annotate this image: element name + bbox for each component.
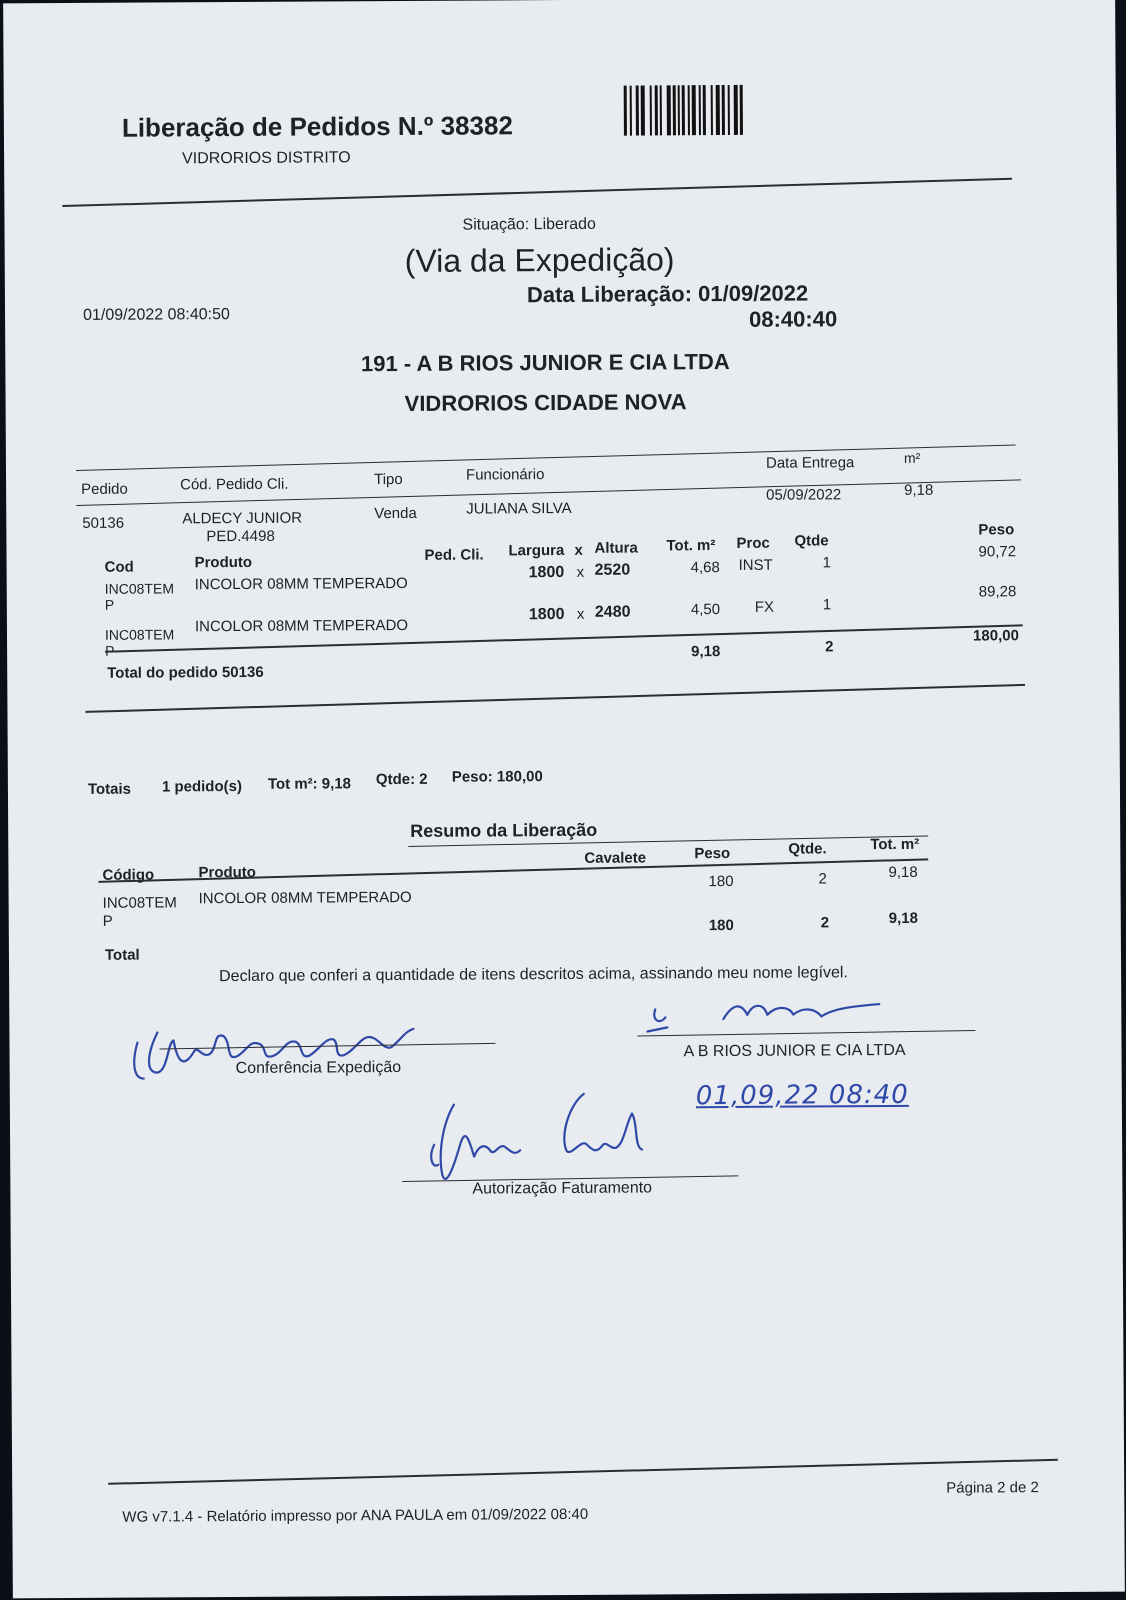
via-label: (Via da Expedição) xyxy=(404,241,675,279)
item-2-peso: 89,28 xyxy=(978,583,1017,601)
totals-label: Totais xyxy=(87,780,132,798)
order-total-peso: 180,00 xyxy=(972,627,1019,645)
totals-m2: Tot m²: 9,18 xyxy=(267,775,352,793)
summary-row-cod-cont: P xyxy=(102,912,113,930)
item-2-qtde: 1 xyxy=(822,596,832,614)
item-1-proc: INST xyxy=(738,556,773,574)
header-rule xyxy=(62,178,1012,207)
item-1-produto: INCOLOR 08MM TEMPERADO xyxy=(194,574,408,594)
barcode xyxy=(624,85,743,136)
item-2-largura: 1800 xyxy=(528,605,565,624)
col-tipo: Tipo xyxy=(374,470,403,489)
item-2-cod: INC08TEM xyxy=(104,626,175,643)
items-col-altura: Altura xyxy=(594,539,638,557)
signature-conferencia xyxy=(127,1011,427,1093)
client-signature-label: A B RIOS JUNIOR E CIA LTDA xyxy=(683,1041,906,1061)
summary-title: Resumo da Liberação xyxy=(410,819,598,841)
items-col-peso: Peso xyxy=(978,521,1015,539)
footer-rule xyxy=(108,1459,1058,1485)
document-title: Liberação de Pedidos N.º 38382 xyxy=(121,110,513,143)
totals-peso: Peso: 180,00 xyxy=(451,768,543,786)
col-cod-pedido-cli: Cód. Pedido Cli. xyxy=(180,475,289,494)
summary-row-produto: INCOLOR 08MM TEMPERADO xyxy=(198,888,412,908)
summary-total-label: Total xyxy=(104,946,140,964)
client-name: 191 - A B RIOS JUNIOR E CIA LTDA xyxy=(360,348,730,377)
company-name: VIDRORIOS DISTRITO xyxy=(182,149,351,168)
status-text: Situação: Liberado xyxy=(462,215,596,234)
summary-total-peso: 180 xyxy=(708,916,734,935)
item-2-proc: FX xyxy=(754,598,775,616)
totals-qtde: Qtde: 2 xyxy=(375,770,428,789)
item-1-tot-m2: 4,68 xyxy=(690,559,720,577)
print-datetime: 01/09/2022 08:40:50 xyxy=(82,306,230,324)
item-1-largura: 1800 xyxy=(528,563,565,582)
order-delivery-date: 05/09/2022 xyxy=(766,486,842,504)
totals-pedidos: 1 pedido(s) xyxy=(161,777,242,796)
items-col-x: x xyxy=(574,541,583,559)
summary-col-codigo: Código xyxy=(102,866,155,884)
conferencia-label: Conferência Expedição xyxy=(235,1059,402,1078)
items-col-tot-m2: Tot. m² xyxy=(666,537,716,555)
summary-row-tot-m2: 9,18 xyxy=(888,863,918,882)
footer-page-number: Página 2 de 2 xyxy=(946,1479,1039,1497)
order-bottom-rule xyxy=(85,684,1025,713)
items-col-largura: Largura xyxy=(508,541,565,560)
order-employee: JULIANA SILVA xyxy=(466,499,572,518)
item-1-cod-cont: P xyxy=(104,596,115,613)
handwritten-datetime: 01,09,22 08:40 xyxy=(695,1079,909,1112)
release-label: Data Liberação: xyxy=(526,281,693,308)
col-funcionario: Funcionário xyxy=(465,466,545,484)
order-total-qtde: 2 xyxy=(825,638,834,656)
signature-client xyxy=(637,988,917,1050)
item-1-peso: 90,72 xyxy=(978,543,1017,561)
item-2-altura: 2480 xyxy=(594,603,631,621)
summary-col-tot-m2: Tot. m² xyxy=(870,835,920,854)
document-sheet xyxy=(3,0,1125,1598)
items-col-produto: Produto xyxy=(194,553,253,572)
client-branch: VIDRORIOS CIDADE NOVA xyxy=(404,389,687,416)
item-2-cod-cont: P xyxy=(105,642,115,659)
order-client-ref-2: PED.4498 xyxy=(206,527,275,546)
summary-col-produto: Produto xyxy=(198,863,257,882)
summary-col-peso: Peso xyxy=(694,844,731,863)
item-2-produto: INCOLOR 08MM TEMPERADO xyxy=(194,616,409,636)
order-number: 50136 xyxy=(82,514,125,532)
summary-row-qtde: 2 xyxy=(818,870,827,888)
col-data-entrega: Data Entrega xyxy=(765,454,855,472)
items-col-cod: Cod xyxy=(104,558,134,576)
summary-row-cod: INC08TEM xyxy=(102,894,177,912)
order-type: Venda xyxy=(374,504,417,523)
items-col-qtde: Qtde xyxy=(794,532,829,550)
item-1-x: x xyxy=(576,563,585,581)
col-pedido: Pedido xyxy=(81,480,128,498)
footer-printed-by: WG v7.1.4 - Relatório impresso por ANA PAULA em 01/09/2022 08:40 xyxy=(122,1505,589,1526)
summary-total-tot-m2: 9,18 xyxy=(888,909,918,928)
item-1-cod: INC08TEM xyxy=(104,580,174,597)
summary-col-qtde: Qtde. xyxy=(788,840,827,858)
item-2-tot-m2: 4,50 xyxy=(690,601,721,619)
release-date-line xyxy=(527,280,808,308)
item-2-x: x xyxy=(576,605,585,623)
order-top-rule xyxy=(76,445,1016,471)
summary-col-cavalete: Cavalete xyxy=(584,849,647,867)
order-client-ref-1: ALDECY JUNIOR xyxy=(182,509,303,528)
items-col-proc: Proc xyxy=(736,534,770,552)
item-1-altura: 2520 xyxy=(594,561,631,579)
declaration-text: Declaro que conferi a quantidade de itens descritos acima, assinando meu nome legível. xyxy=(219,964,848,986)
items-col-ped-cli: Ped. Cli. xyxy=(424,546,484,564)
release-date: 01/09/2022 xyxy=(698,280,809,307)
release-time: 08:40:40 xyxy=(749,306,838,332)
item-1-qtde: 1 xyxy=(822,554,831,572)
col-m2: m² xyxy=(903,449,921,466)
summary-total-qtde: 2 xyxy=(820,914,830,932)
autorizacao-label: Autorização Faturamento xyxy=(472,1179,653,1198)
order-m2: 9,18 xyxy=(904,481,934,499)
order-total-m2: 9,18 xyxy=(691,643,721,661)
summary-row-peso: 180 xyxy=(708,872,734,891)
order-total-label: Total do pedido 50136 xyxy=(107,663,264,682)
